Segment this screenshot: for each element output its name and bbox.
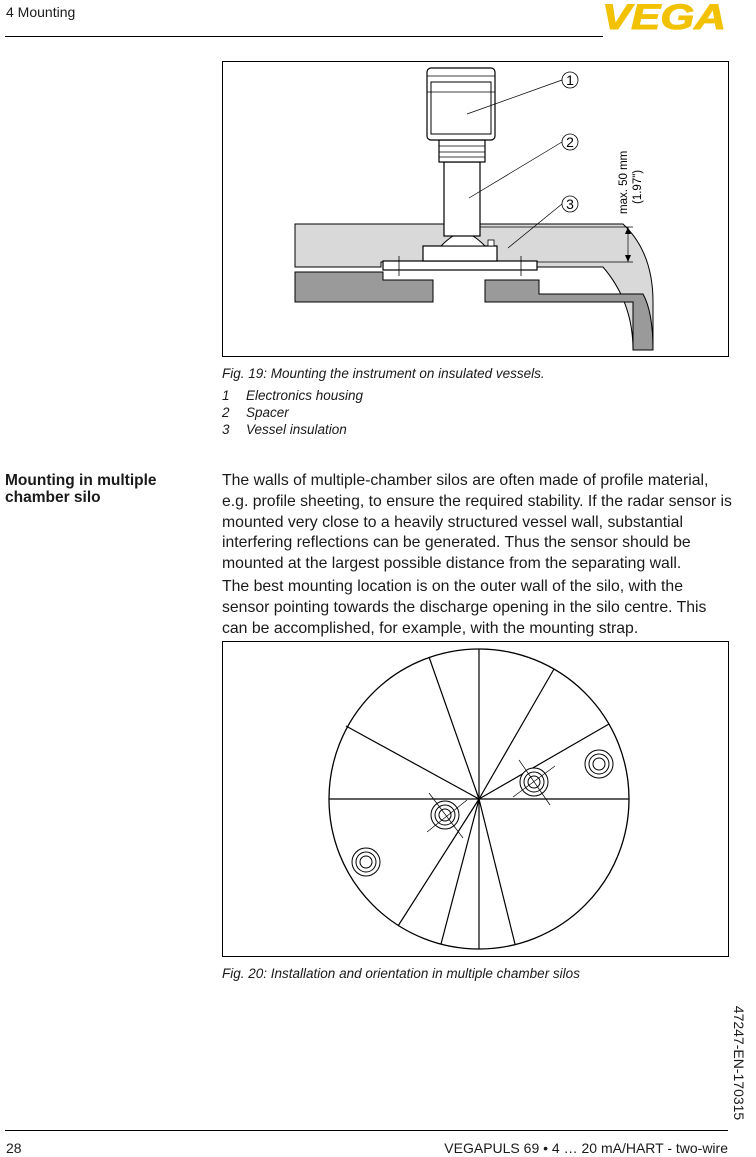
legend-number: 1 (222, 388, 230, 403)
legend-item (222, 405, 289, 420)
flange-base (423, 246, 497, 261)
dimension-mm: max. 50 mm (618, 150, 630, 214)
page-number: 28 (6, 1140, 22, 1156)
legend-text: Vessel insulation (246, 422, 347, 437)
footer-divider (5, 1130, 728, 1131)
insulated-vessel-drawing (223, 62, 728, 356)
section-heading: Mounting in multiple chamber silo (5, 472, 157, 506)
legend-number: 2 (222, 405, 230, 420)
figure-20-caption: Fig. 20: Installation and orientation in multiple chamber silos (222, 966, 580, 981)
legend-item (222, 388, 363, 403)
body-paragraph: The best mounting location is on the outer wall of the silo, with the sensor pointing towards the discharge opening in the silo centre. This can be accomplished, for example, with the mounting strap. (222, 578, 707, 637)
sensor-outer-left (352, 848, 380, 876)
footer-title: VEGAPULS 69 • 4 … 20 mA/HART - two-wire (444, 1140, 728, 1156)
mounting-flange (383, 261, 537, 270)
callout-1-label: 1 (566, 72, 574, 88)
legend-text: Electronics housing (246, 388, 364, 403)
legend-number: 3 (222, 422, 230, 437)
vessel-wall-left (295, 272, 433, 302)
legend-item (222, 422, 347, 437)
vega-logo (602, 2, 728, 32)
header-divider (5, 36, 603, 37)
brand-wordmark: VEGA (602, 2, 726, 32)
callout-2-label: 2 (566, 134, 574, 150)
figure-insulated-vessel (222, 61, 729, 357)
body-paragraph: The walls of multiple-chamber silos are often made of profile material, e.g. profile sheeting, to ensure the required stability. If the radar sensor is mounted very close to a heavily structured vessel wall, substantial interfering reflections can be generated. Thus the sensor should be mounted at the largest possible distance from the separating wall. (222, 472, 732, 573)
figure-multiple-chamber-silo (222, 641, 729, 957)
callout-3-label: 3 (566, 196, 574, 212)
legend-text: Spacer (246, 405, 289, 420)
document-code: 47247-EN-170315 (731, 1005, 747, 1121)
silo-section-drawing (223, 642, 728, 956)
figure-19-caption: Fig. 19: Mounting the instrument on insulated vessels. (222, 366, 545, 381)
dimension-inch: (1.97") (632, 169, 644, 204)
sensor-outer-right (585, 750, 613, 778)
section-label: 4 Mounting (6, 4, 76, 20)
spacer (444, 162, 480, 236)
